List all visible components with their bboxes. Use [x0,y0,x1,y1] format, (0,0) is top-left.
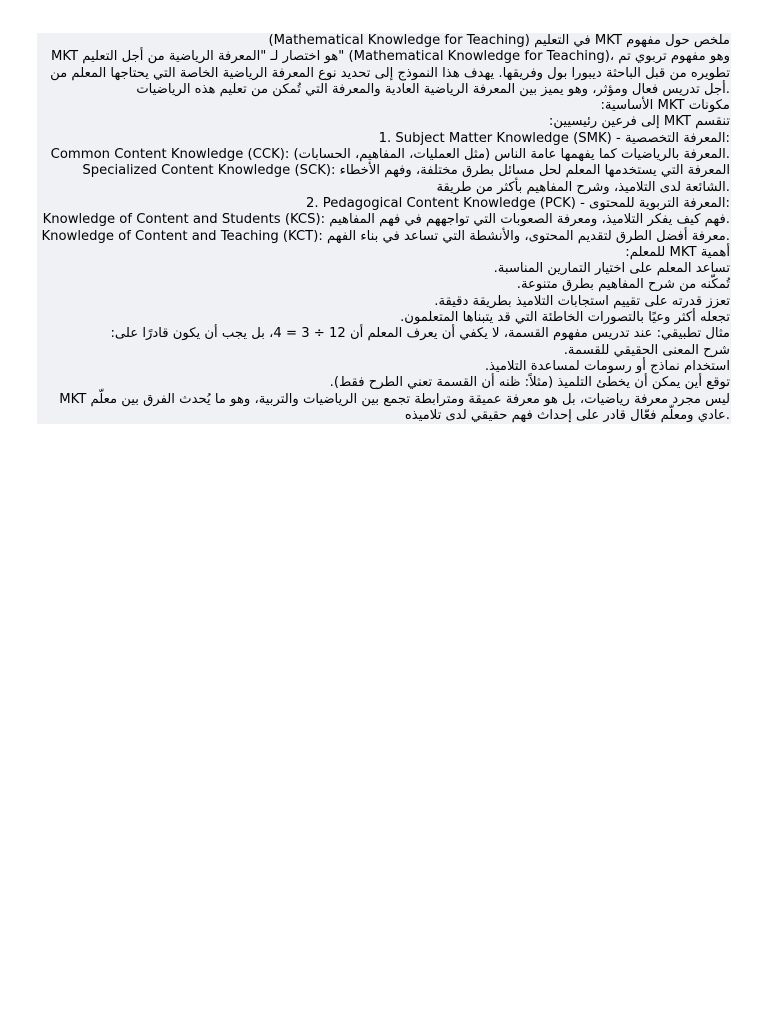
document-title: ملخص حول مفهوم MKT في التعليم (Mathematical Knowledge for Teaching) [268,33,730,48]
intro-paragraph: MKT هو اختصار لـ "المعرفة الرياضية من أجل التعليم" (Mathematical Knowledge for Teaching)، وهو مفهوم تربوي تم تطويره من قبل الباحثة ديبورا بول وفريقها. يهدف هذا النموذج إلى تحديد نوع المعرفة الرياضية الخاصة التي يحتاجها المعلم من أجل تدريس فعال ومؤثر، وهو يميز بين المعرفة الرياضية العادية والمعرفة التي تُمكن من تعليم هذه الرياضيات. [50,49,730,97]
subheading-smk: 1. Subject Matter Knowledge (SMK) - المعرفة التخصصية: [378,130,730,146]
importance-item-4: تجعله أكثر وعيًا بالتصورات الخاطئة التي قد يتبناها المتعلمون. [400,310,730,326]
section-heading-importance: أهمية MKT للمعلم: [625,244,730,260]
importance-item-1: تساعد المعلم على اختيار التمارين المناسبة. [493,261,730,277]
example-item-2: استخدام نماذج أو رسومات لمساعدة التلاميذ. [484,358,730,374]
subheading-pck: 2. Pedagogical Content Knowledge (PCK) - المعرفة التربوية للمحتوى: [305,195,730,211]
importance-item-3: تعزز قدرته على تقييم استجابات التلاميذ بطريقة دقيقة. [434,293,730,309]
components-intro: تنقسم MKT إلى فرعين رئيسيين: [548,114,730,130]
conclusion-paragraph: MKT ليس مجرد معرفة رياضيات، بل هو معرفة عميقة ومترابطة تجمع بين الرياضيات والتربية، وهو ما يُحدث الفرق بين معلّم عادي ومعلّم فعّال قادر على إحداث فهم حقيقي لدى تلاميذه. [59,391,730,423]
example-item-3: توقع أين يمكن أن يخطئ التلميذ (مثلاً: ظنه أن القسمة تعني الطرح فقط). [329,375,730,391]
item-cck: Common Content Knowledge (CCK): المعرفة بالرياضيات كما يفهمها عامة الناس (مثل العمليات، المفاهيم، الحسابات). [50,147,730,163]
example-intro: مثال تطبيقي: عند تدريس مفهوم القسمة، لا يكفي أن يعرف المعلم أن 12 ÷ 3 = 4، بل يجب أن يكون قادرًا على: [110,326,730,342]
item-kcs: Knowledge of Content and Students (KCS): فهم كيف يفكر التلاميذ، ومعرفة الصعوبات التي تواجههم في فهم المفاهيم. [42,212,730,228]
selected-text-block [37,33,731,424]
item-sck: Specialized Content Knowledge (SCK): المعرفة التي يستخدمها المعلم لحل مسائل بطرق مختلفة، وفهم الأخطاء الشائعة لدى التلاميذ، وشرح المفاهيم بأكثر من طريقة. [82,163,730,195]
section-heading-components: مكونات MKT الأساسية: [600,98,730,114]
example-item-1: شرح المعنى الحقيقي للقسمة. [563,342,730,358]
importance-item-2: تُمكّنه من شرح المفاهيم بطرق متنوعة. [516,277,730,293]
item-kct: Knowledge of Content and Teaching (KCT): معرفة أفضل الطرق لتقديم المحتوى، والأنشطة التي تساعد في بناء الفهم. [41,228,730,244]
